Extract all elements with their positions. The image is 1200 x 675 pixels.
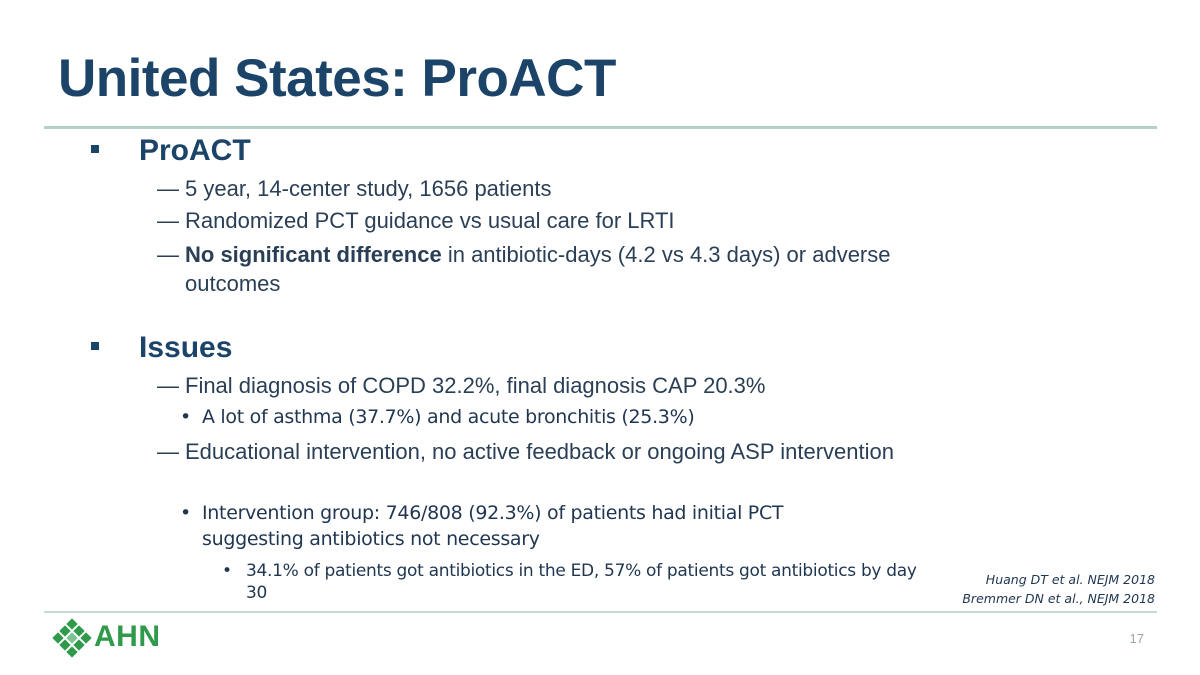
list-item xyxy=(157,174,917,203)
footer-divider xyxy=(44,611,1157,613)
list-item xyxy=(157,206,917,235)
list-item xyxy=(157,240,917,298)
list-item-text: Educational intervention, no active feedback or ongoing ASP intervention xyxy=(185,439,894,464)
sub-list-item xyxy=(180,500,860,552)
square-bullet-icon xyxy=(91,342,99,350)
list-item-text: Final diagnosis of COPD 32.2%, final diagnosis CAP 20.3% xyxy=(185,373,766,398)
citation: Huang DT et al. NEJM 2018 xyxy=(985,572,1155,587)
dot-bullet: • xyxy=(180,502,191,524)
dash-bullet: — xyxy=(157,439,179,464)
square-bullet-icon xyxy=(91,145,99,153)
dash-bullet: — xyxy=(157,373,179,398)
dot-bullet: • xyxy=(180,406,191,428)
citation: Bremmer DN et al., NEJM 2018 xyxy=(962,591,1155,606)
sub-sub-list-item-text: 34.1% of patients got antibiotics in the ED, 57% of patients got antibiotics by day 30 xyxy=(246,561,917,603)
dash-bullet: — xyxy=(157,242,179,267)
page-number: 17 xyxy=(1129,631,1144,646)
slide-title: United States: ProACT xyxy=(58,49,616,108)
emphasis-text: No significant difference xyxy=(185,242,442,267)
dash-bullet: — xyxy=(157,208,179,233)
list-item-text: Randomized PCT guidance vs usual care for LRTI xyxy=(185,208,675,233)
title-divider xyxy=(44,126,1157,129)
ahn-diamond-logo-icon xyxy=(50,618,94,660)
section-heading-issues: Issues xyxy=(139,331,233,364)
list-item-text: 5 year, 14-center study, 1656 patients xyxy=(185,176,552,201)
dash-bullet: — xyxy=(157,176,179,201)
list-item xyxy=(157,437,917,466)
sub-list-item-text: A lot of asthma (37.7%) and acute bronchitis (25.3%) xyxy=(202,406,695,428)
sub-list-item xyxy=(180,404,900,430)
dot-bullet: • xyxy=(222,561,232,581)
list-item-text xyxy=(157,240,917,298)
list-item-rest: in antibiotic-days (4.2 vs 4.3 days) or adverse outcomes xyxy=(185,242,891,296)
logo-wordmark: AHN xyxy=(94,620,161,653)
section-heading-proact: ProACT xyxy=(139,134,251,167)
list-item xyxy=(157,371,917,400)
sub-list-item-text: Intervention group: 746/808 (92.3%) of patients had initial PCT suggesting antibiotics not necessary xyxy=(202,502,784,550)
sub-sub-list-item xyxy=(222,560,922,604)
